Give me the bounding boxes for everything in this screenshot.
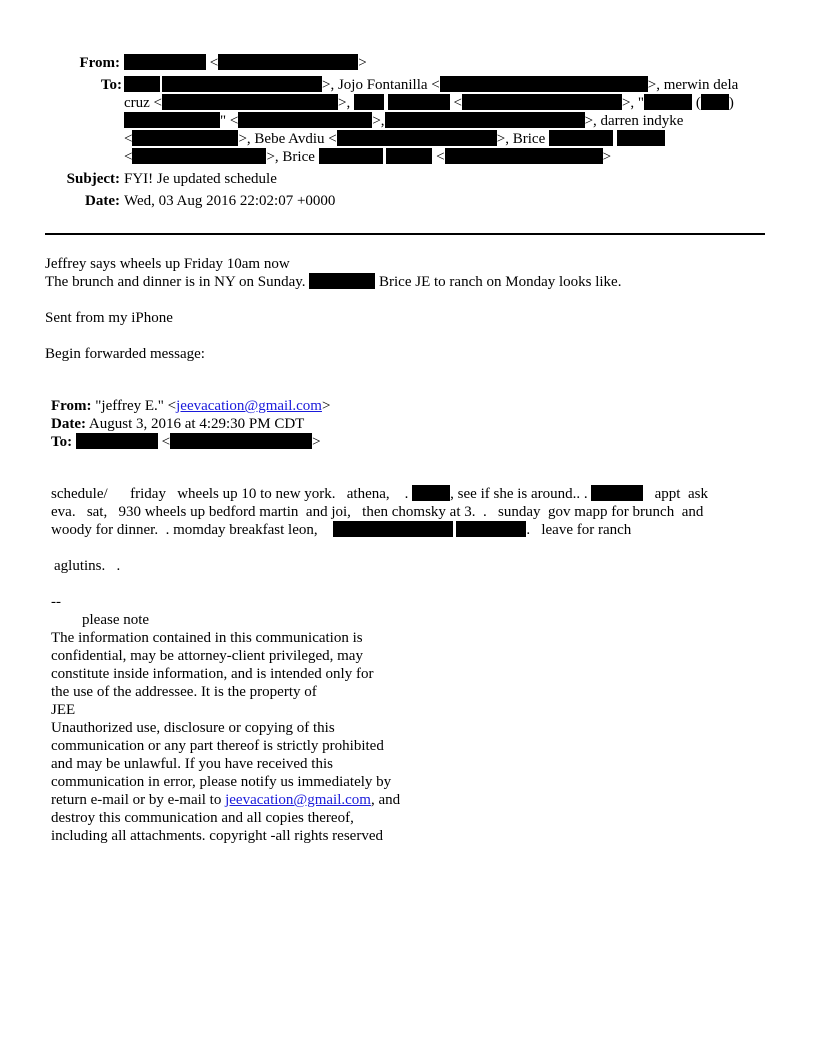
redaction <box>218 54 358 70</box>
redaction <box>388 94 450 110</box>
disclaimer-line: including all attachments. copyright -all rights reserved <box>51 828 383 844</box>
aglutins: aglutins. . <box>54 558 121 574</box>
redaction <box>385 112 585 128</box>
fwd-date-line: Date: August 3, 2016 at 4:29:30 PM CDT <box>51 416 305 432</box>
fwd-from-email-link[interactable]: jeevacation@gmail.com <box>176 398 322 414</box>
redaction <box>132 130 238 146</box>
please-note: please note <box>82 612 150 628</box>
sig-dash: -- <box>51 594 61 610</box>
redaction <box>162 76 322 92</box>
subject-label: Subject: <box>66 171 120 187</box>
date-value: Wed, 03 Aug 2016 22:02:07 +0000 <box>124 193 336 209</box>
sent-from: Sent from my iPhone <box>45 310 173 326</box>
redaction <box>162 94 338 110</box>
disclaimer-line: the use of the addressee. It is the property of <box>51 684 317 700</box>
schedule-line-2: eva. sat, 930 wheels up bedford martin and joi, then chomsky at 3. . sunday gov mapp for brunch and <box>51 504 704 520</box>
redaction <box>354 94 384 110</box>
fwd-from-line: From: "jeffrey E." <jeevacation@gmail.com> <box>51 398 331 414</box>
fwd-to-line: To: < > <box>51 434 321 450</box>
redaction <box>644 94 692 110</box>
redaction <box>132 148 266 164</box>
disclaimer-line: and may be unlawful. If you have received this <box>51 756 333 772</box>
subject-value: FYI! Je updated schedule <box>124 171 277 187</box>
disclaimer-block <box>51 629 400 845</box>
redaction <box>124 112 220 128</box>
redaction <box>440 76 648 92</box>
redaction <box>456 521 526 537</box>
redaction <box>445 148 603 164</box>
redaction <box>76 433 158 449</box>
to-line-5: < >, Brice < > <box>124 149 612 165</box>
disclaimer-line: constitute inside information, and is intended only for <box>51 666 374 682</box>
redaction <box>386 148 432 164</box>
redaction <box>170 433 312 449</box>
fwd-to-label: To: <box>51 434 73 450</box>
begin-forwarded: Begin forwarded message: <box>45 346 205 362</box>
redaction <box>617 130 665 146</box>
redaction <box>309 273 375 289</box>
schedule-line-3: woody for dinner. . momday breakfast leon, . leave for ranch <box>51 522 632 538</box>
disclaimer-line: destroy this communication and all copies thereof, <box>51 810 354 826</box>
redaction <box>701 94 729 110</box>
disclaimer-line: return e-mail or by e-mail to jeevacation@gmail.com, and <box>51 792 401 808</box>
redaction <box>337 130 497 146</box>
body-line-2: The brunch and dinner is in NY on Sunday. Brice JE to ranch on Monday looks like. <box>45 274 622 290</box>
to-line-4: < >, Bebe Avdiu < >, Brice <box>124 130 665 148</box>
redaction <box>319 148 383 164</box>
to-line-1: >, Jojo Fontanilla < >, merwin dela <box>124 76 738 94</box>
redaction <box>124 76 160 92</box>
disclaimer-line: communication or any part thereof is strictly prohibited <box>51 738 384 754</box>
to-line-2: cruz < >, < >, " ( ) <box>124 95 734 111</box>
redaction <box>124 54 206 70</box>
fwd-from-label: From: <box>51 398 92 414</box>
fwd-date-label: Date: <box>51 416 86 432</box>
disclaimer-line: JEE <box>51 702 76 718</box>
disclaimer-email-link[interactable]: jeevacation@gmail.com <box>225 792 371 808</box>
date-label: Date: <box>85 193 120 209</box>
redaction <box>333 521 453 537</box>
disclaimer-line: communication in error, please notify us immediately by <box>51 774 392 790</box>
redaction <box>462 94 622 110</box>
redaction <box>591 485 643 501</box>
disclaimer-line: confidential, may be attorney-client privileged, may <box>51 648 363 664</box>
disclaimer-line: Unauthorized use, disclosure or copying of this <box>51 720 335 736</box>
to-label: To: <box>100 77 122 93</box>
disclaimer-line: The information contained in this communication is <box>51 630 363 646</box>
redaction <box>412 485 450 501</box>
redaction <box>549 130 613 146</box>
body-line-1: Jeffrey says wheels up Friday 10am now <box>45 256 290 272</box>
schedule-line-1: schedule/ friday wheels up 10 to new york. athena, . , see if she is around.. . appt ask <box>51 486 708 502</box>
from-label: From: <box>79 55 120 71</box>
redaction <box>238 112 372 128</box>
from-value: < > <box>124 54 367 72</box>
to-line-3: " < >, >, darren indyke <box>124 112 683 130</box>
header-divider <box>45 233 765 235</box>
